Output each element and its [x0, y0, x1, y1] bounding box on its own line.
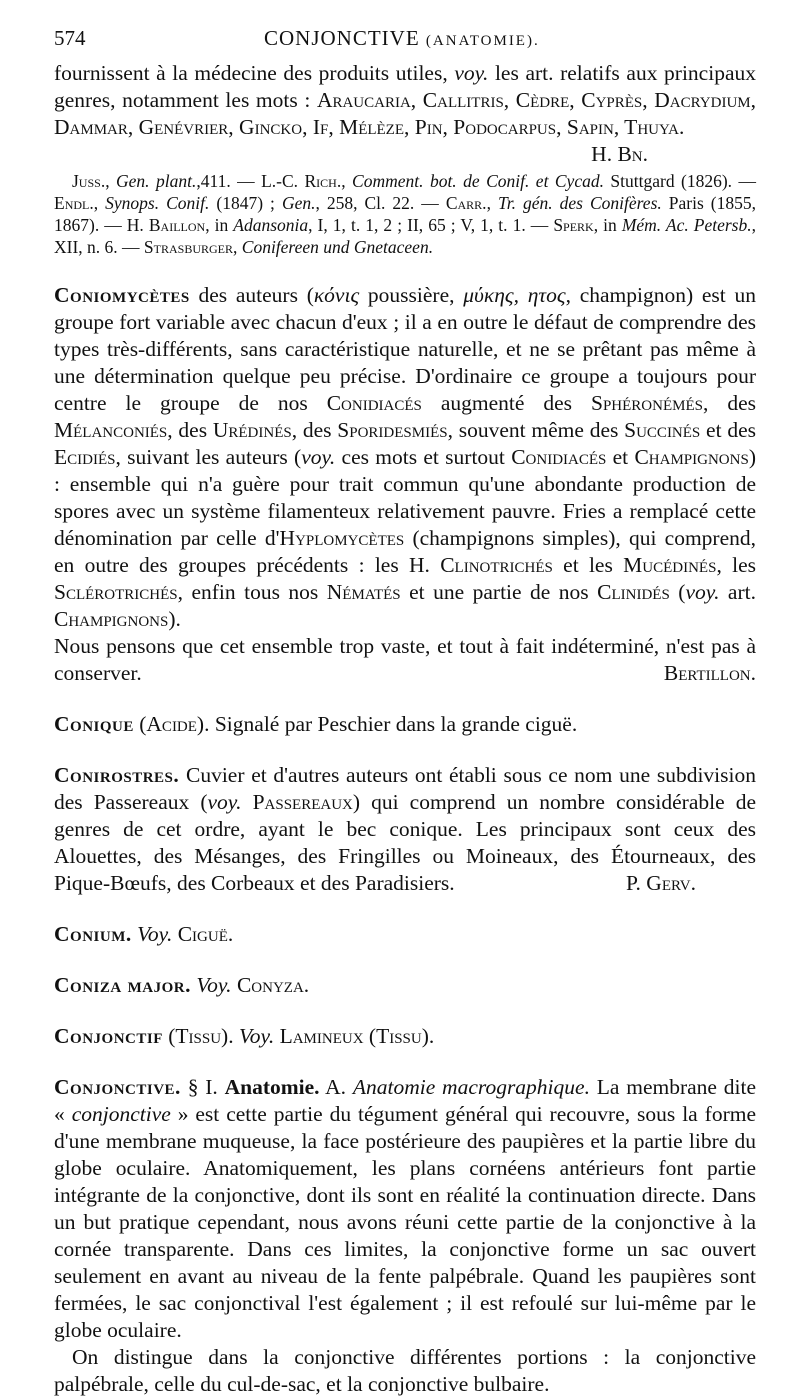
- term: (Tissu).: [368, 1024, 435, 1048]
- bib-rest: , 258, Cl. 22. —: [315, 193, 446, 213]
- text-run: (: [669, 580, 686, 604]
- bib-author: H. Baillon: [126, 215, 206, 235]
- text-run: , souvent même des: [447, 418, 625, 442]
- term: Succinés: [624, 418, 701, 442]
- text-run: » est cette partie du tégument général qui recouvre, sous la forme d'une membrane muqueuse, la face postérieure des paupières et la partie libre du globe oculaire. Anatomiquement, les plans cornéens antérieurs font partie intégrante de la conjonctive, dont ils sont en réalité la continuation directe. Dans un but pratique cependant, nous avons réuni cette partie de la conjonctive à la cornée transparente. Dans ces limites, la conjonctive forme un sac ouvert seulement en avant au niveau de la fente palpébrale. Quand les paupières sont fermées, le sac conjonctival l'est également ; il est refoulé sur lui-même par le globe oculaire.: [54, 1102, 756, 1342]
- text-run: , champignon) est un groupe fort variable avec chacun d'eux ; il a en outre le défaut de comprendre des types très-différents, sans caractéristique naturelle, et ne se prêtant pas même à une détermination quelque peu précise. D'ordinaire ce groupe a toujours pour centre le groupe de nos: [54, 283, 757, 415]
- term: Passereaux: [241, 790, 353, 814]
- term: H. Clinotrichés: [409, 553, 553, 577]
- greek-word: μύκης, ητος: [463, 283, 566, 307]
- text-run: conjonctive: [71, 1102, 171, 1126]
- text-run: voy.: [454, 61, 489, 85]
- text-run: , des: [167, 418, 213, 442]
- entry-coniza-major: [54, 972, 756, 999]
- term: Sporidesmiés: [337, 418, 448, 442]
- text-run: et une partie de nos: [400, 580, 598, 604]
- bib-work: Comment. bot. de Conif. et Cycad.: [352, 171, 604, 191]
- bib-rest: , XII, n. 6. —: [54, 215, 756, 257]
- conifere-signature: H. Bn.: [591, 142, 648, 166]
- page-header: [54, 26, 756, 60]
- text-run: fournissent à la médecine des produits utiles,: [54, 61, 455, 85]
- entry-conjonctif: [54, 1023, 756, 1050]
- section-title: Anatomie.: [224, 1075, 320, 1099]
- bib-work: Gen.: [281, 193, 316, 213]
- term: Conidiacés: [326, 391, 422, 415]
- entry-heading: Conique: [54, 712, 134, 736]
- entry-heading: Conirostres.: [54, 763, 180, 787]
- term: Ecidiés: [54, 445, 116, 469]
- term: Hyplomycètes: [279, 526, 405, 550]
- author-signature: Bertillon.: [663, 661, 756, 685]
- bib-rest: (1847) ;: [209, 193, 282, 213]
- bib-work: Mém. Ac. Petersb.: [621, 215, 752, 235]
- term: Conidiacés: [511, 445, 607, 469]
- text-run: ) qui comprend un nombre considérable de genres de cet ordre, ayant le bec conique. Les principaux sont ceux des Alouettes, des Mésanges, des Fringilles ou Moineaux, des Étourneaux, des Pique-Bœufs, des Corbeaux et des Paradisiers.: [54, 790, 757, 895]
- text-run: , des: [291, 418, 338, 442]
- bib-work: Tr. gén. des Conifères.: [497, 193, 662, 213]
- entry-conirostres: [54, 762, 756, 897]
- text-run: , enfin tous nos: [177, 580, 327, 604]
- text-run: les art. relatifs aux principaux genres, notamment les mots :: [54, 61, 756, 112]
- entry-coniomycetes: [54, 282, 756, 633]
- genre-list: Araucaria, Callitris, Cèdre, Cyprès, Dacrydium, Dammar, Genévrier, Gincko, If, Mélèze, Pin, Podocarpus, Sapin, Thuya.: [54, 88, 757, 139]
- term: Nématés: [326, 580, 401, 604]
- bib-work: Gen. plant.: [116, 171, 197, 191]
- bib-work: Synops. Conif.: [105, 193, 210, 213]
- section-mark: § I.: [187, 1075, 218, 1099]
- text-run: et les: [552, 553, 624, 577]
- text-run: Nous pensons que cet ensemble trop vaste, et tout à fait indéterminé, n'est pas à conserver.: [54, 634, 756, 685]
- bib-rest: Paris (1855, 1867). —: [54, 193, 756, 235]
- conifere-end-paragraph: [54, 60, 756, 141]
- subsection-title: Anatomie macrographique.: [352, 1075, 590, 1099]
- term: Champignons: [634, 445, 749, 469]
- cross-reference: Lamineux: [279, 1024, 364, 1048]
- text-run: voy.: [301, 445, 336, 469]
- entry-heading: Coniomycètes: [54, 283, 190, 307]
- text-run: et des: [700, 418, 756, 442]
- bib-work: Conifereen und Gnetaceen.: [241, 237, 434, 257]
- text-run: voy.: [685, 580, 720, 604]
- entry-heading: Conjonctive.: [54, 1075, 181, 1099]
- bib-rest: Stuttgard (1826). —: [603, 171, 756, 191]
- text-run: Signalé par Peschier dans la grande ciguë.: [209, 712, 578, 736]
- bib-author: Endl.: [54, 193, 94, 213]
- conjonctive-portions: On distingue dans la conjonctive différentes portions : la conjonctive palpébrale, celle du cul-de-sac, et la conjonctive bulbaire.: [54, 1345, 756, 1396]
- text-run: , les: [716, 553, 756, 577]
- text-run: ) : ensemble qui n'a guère pour trait commun qu'une abondante production de spores avec un système filamenteux relativement pauvre. Fries a remplacé cette dénomination par celle d': [54, 445, 756, 550]
- text-run: Voy.: [137, 922, 173, 946]
- text-run: ces mots et surtout: [335, 445, 512, 469]
- entry-conium: [54, 921, 756, 948]
- page-number: 574: [54, 26, 86, 50]
- running-head-title: CONJONCTIVE: [264, 26, 420, 50]
- term: (Tissu).: [168, 1024, 234, 1048]
- bib-work: Adansonia: [233, 215, 309, 235]
- term: (Acide).: [139, 712, 210, 736]
- bib-author: Strasburger: [143, 237, 234, 257]
- text-run: Voy.: [238, 1024, 275, 1048]
- text-run: , suivant les auteurs (: [115, 445, 302, 469]
- running-head: [264, 26, 540, 51]
- cross-reference: Ciguë.: [177, 922, 234, 946]
- entry-conique: [54, 711, 756, 738]
- author-signature: P. Gerv.: [625, 871, 696, 895]
- text-run: Cuvier et d'autres auteurs ont établi sous ce nom une subdivision des Passereaux (: [54, 763, 756, 814]
- entry-heading: Conium.: [54, 922, 132, 946]
- text-run: (champignons simples), qui comprend, en outre des groupes précédents : les: [54, 526, 756, 577]
- term: Mélanconiés: [54, 418, 168, 442]
- text-run: et: [606, 445, 635, 469]
- bibliography: [54, 170, 756, 258]
- cross-reference: Conyza.: [236, 973, 310, 997]
- entry-heading: Coniza major.: [54, 973, 191, 997]
- text-run: voy.: [207, 790, 242, 814]
- term: Urédinés: [212, 418, 292, 442]
- term: Sphéronémés: [591, 391, 703, 415]
- text-run: Voy.: [196, 973, 232, 997]
- running-head-subtitle: (ANATOMIE).: [425, 33, 540, 49]
- bib-rest: , in: [205, 215, 234, 235]
- text-run: ).: [168, 607, 181, 631]
- bibliography-paragraph: Juss., Gen. plant.,411. — L.-C. Rich., Comment. bot. de Conif. et Cycad. Stuttgard (1826). — Endl., Synops. Conif. (1847) ; Gen., 258, Cl. 22. — Carr., Tr. gén. des Conifères. Paris (1855, 1867). — H. Baillon, in Adansonia, I, 1, t. 1, 2 ; II, 65 ; V, 1, t. 1. — Sperk, in Mém. Ac. Petersb., XII, n. 6. — Strasburger, Conifereen und Gnetaceen.: [54, 171, 756, 257]
- bib-author: Sperk: [553, 215, 594, 235]
- bib-author: Juss.: [72, 171, 106, 191]
- bib-rest: , I, 1, t. 1, 2 ; II, 65 ; V, 1, t. 1. —: [308, 215, 554, 235]
- text-run: , des: [702, 391, 756, 415]
- text-run: des auteurs (: [189, 283, 314, 307]
- text-run: poussière,: [359, 283, 464, 307]
- entry-conjonctive: [54, 1074, 756, 1344]
- entry-heading: Conjonctif: [54, 1024, 163, 1048]
- coniomycetes-conclusion: [54, 633, 756, 687]
- greek-word: κόνις: [313, 283, 360, 307]
- text-run: augmenté des: [421, 391, 591, 415]
- bib-rest: , in: [593, 215, 622, 235]
- term: Clinidés: [597, 580, 670, 604]
- term: Mucédinés: [623, 553, 717, 577]
- bib-rest: ,411. —: [196, 171, 262, 191]
- subsection-mark: A.: [325, 1075, 347, 1099]
- term: Sclérotrichés: [54, 580, 178, 604]
- bib-author: L.-C. Rich.: [261, 171, 342, 191]
- text-run: La membrane dite «: [54, 1075, 756, 1126]
- bib-author: Carr.: [445, 193, 487, 213]
- text-run: art.: [719, 580, 756, 604]
- term: Champignons: [54, 607, 169, 631]
